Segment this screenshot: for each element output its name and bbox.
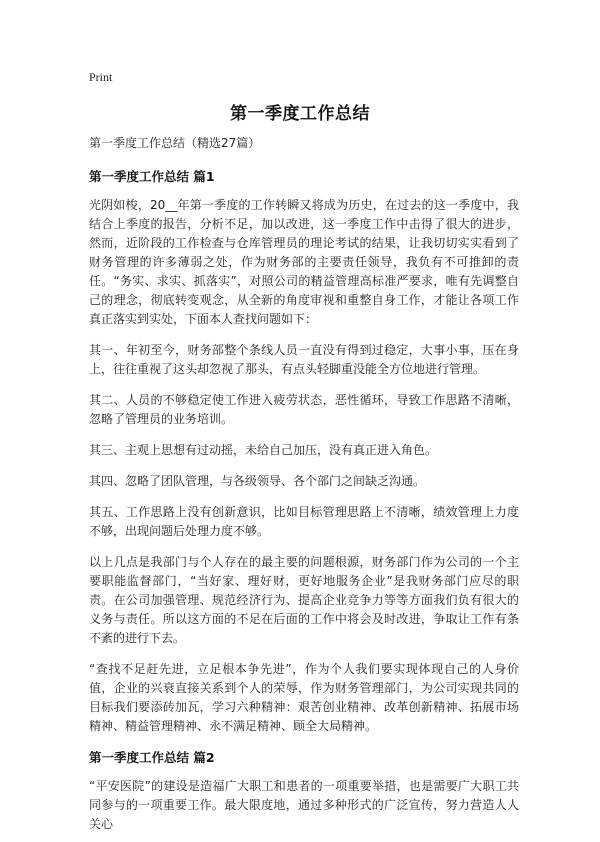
paragraph: 其四、忽略了团队管理，与各级领导、各个部门之间缺乏沟通。 [89,474,426,488]
section-heading-2: 第一季度工作总结 篇2 [89,750,215,765]
paragraph: 其一、年初至今，财务部整个条线人员一直没有得到过稳定，大事小事，压在身上，往往重视了这头却忽视了那头，有点头轻脚重没能全方位地进行管理。 [89,343,519,376]
section-heading-1: 第一季度工作总结 篇1 [89,169,215,184]
paragraph: 其二、人员的不够稳定使工作进入疲劳状态，恶性循环，导致工作思路不清晰，忽略了管理员的业务培训。 [89,393,519,426]
paragraph: “查找不足赶先进，立足根本争先进”，作为个人我们要实现体现自己的人身价值，企业的兴衰直接关系到个人的荣辱，作为财务管理部门，为公司实现共同的目标我们要添砖加瓦，学习六种精神：艰苦创业精神、改革创新精神、拓展市场精神、精益管理精神、永不满足精神、顾全大局精神。 [89,662,519,733]
paragraph: 光阴如梭，20__年第一季度的工作转瞬又将成为历史，在过去的这一季度中，我结合上季度的报告，分析不足，加以改进，这一季度工作中击得了很大的进步，然而，近阶段的工作检查与仓库管理员的理论考试的结果，让我切切实实看到了财务管理的许多薄弱之处，作为财务部的主要责任领导，我负有不可推卸的责任。“务实、求实、抓落实”，对照公司的精益管理高标准严要求，唯有先调整自己的理念，彻底转变观念，从全新的角度审视和重整自身工作，才能让各项工作真正落实到实处，下面本人查找问题如下： [89,198,519,326]
paragraph: 其三、主观上思想有过动摇，未给自己加压，没有真正进入角色。 [89,443,438,457]
document-subtitle: 第一季度工作总结（精选27篇） [89,136,261,150]
print-link[interactable]: Print [89,70,113,84]
paragraph: 其五、工作思路上没有创新意识，比如目标管理思路上不清晰，绩效管理上力度不够，出现问题后处理力度不够。 [89,505,519,538]
paragraph: 以上几点是我部门与个人存在的最主要的问题根源，财务部门作为公司的一个主要职能监督部门，“当好家、理好财，更好地服务企业”是我财务部门应尽的职责。在公司加强管理、规范经济行为、提高企业竞争力等等方面我们负有很大的义务与责任。所以这方面的不足在后面的工作中将会及时改进，争取让工作有条不紊的进行下去。 [89,555,519,645]
paragraph: “平安医院”的建设是造福广大职工和患者的一项重要举措，也是需要广大职工共同参与的一项重要工作。最大限度地，通过多种形式的广泛宣传，努力营造人人关心 [89,779,519,831]
page-title: 第一季度工作总结 [230,104,370,124]
document-body [89,134,519,842]
